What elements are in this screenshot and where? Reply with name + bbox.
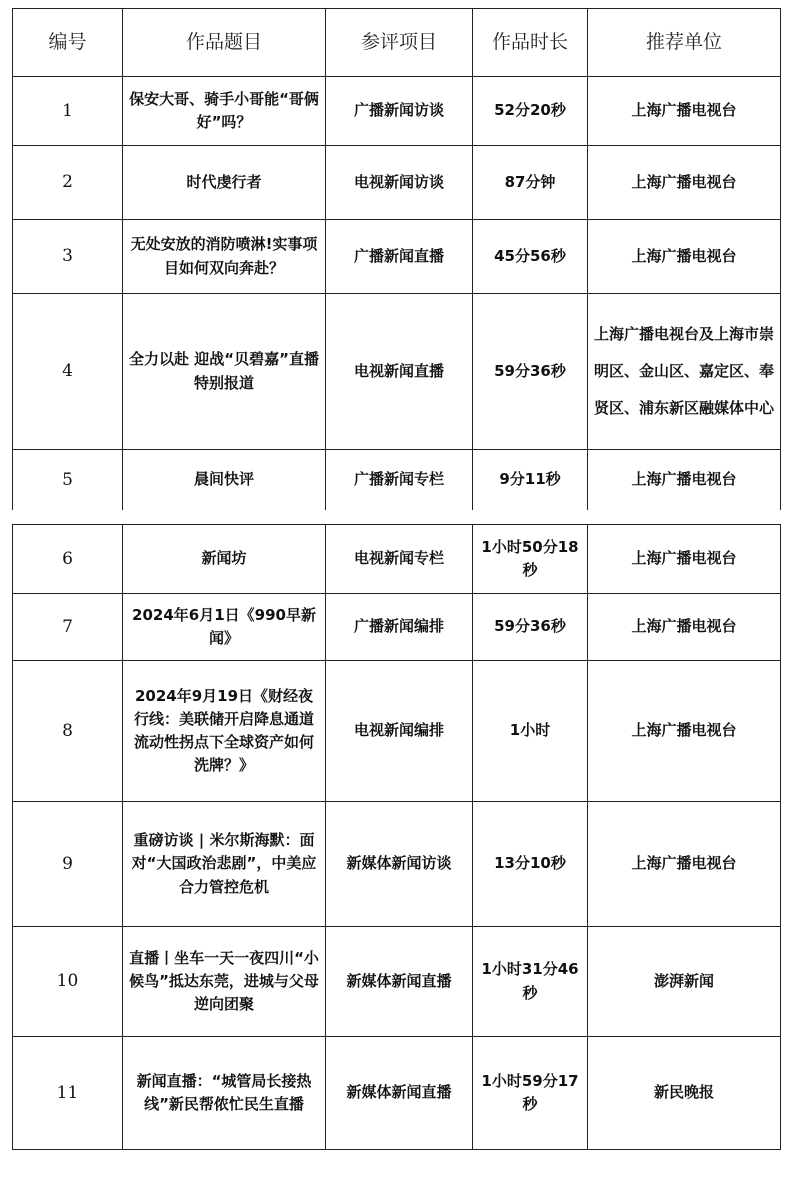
row-category: 广播新闻专栏 <box>326 450 473 511</box>
row-category: 电视新闻专栏 <box>326 525 473 594</box>
row-title: 时代虔行者 <box>123 146 326 220</box>
row-no: 3 <box>13 220 123 294</box>
row-unit: 上海广播电视台 <box>588 661 781 802</box>
row-duration: 1小时 <box>473 661 588 802</box>
row-title: 新闻坊 <box>123 525 326 594</box>
row-title: 保安大哥、骑手小哥能“哥俩好”吗？ <box>123 77 326 146</box>
row-category: 新媒体新闻直播 <box>326 927 473 1037</box>
row-unit: 上海广播电视台 <box>588 77 781 146</box>
header-no: 编号 <box>13 9 123 77</box>
row-no: 2 <box>13 146 123 220</box>
table-row <box>13 1037 781 1150</box>
table-row <box>13 220 781 294</box>
row-title: 新闻直播：“城管局长接热线”新民帮侬忙民生直播 <box>123 1037 326 1150</box>
row-no: 9 <box>13 802 123 927</box>
row-category: 广播新闻直播 <box>326 220 473 294</box>
entries-table-part-1 <box>12 8 781 511</box>
row-unit: 上海广播电视台及上海市崇明区、金山区、嘉定区、奉贤区、浦东新区融媒体中心 <box>588 294 781 450</box>
row-category: 电视新闻访谈 <box>326 146 473 220</box>
table-row <box>13 146 781 220</box>
row-category: 新媒体新闻访谈 <box>326 802 473 927</box>
row-unit: 上海广播电视台 <box>588 594 781 661</box>
row-duration: 9分11秒 <box>473 450 588 511</box>
row-no: 5 <box>13 450 123 511</box>
header-duration: 作品时长 <box>473 9 588 77</box>
row-category: 广播新闻编排 <box>326 594 473 661</box>
row-category: 广播新闻访谈 <box>326 77 473 146</box>
row-title: 2024年6月1日《990早新闻》 <box>123 594 326 661</box>
row-duration: 52分20秒 <box>473 77 588 146</box>
row-unit: 上海广播电视台 <box>588 220 781 294</box>
row-no: 1 <box>13 77 123 146</box>
row-no: 11 <box>13 1037 123 1150</box>
row-unit: 上海广播电视台 <box>588 450 781 511</box>
table-row <box>13 77 781 146</box>
table-row <box>13 294 781 450</box>
row-duration: 45分56秒 <box>473 220 588 294</box>
row-no: 4 <box>13 294 123 450</box>
row-unit: 上海广播电视台 <box>588 525 781 594</box>
table-row <box>13 525 781 594</box>
row-unit: 上海广播电视台 <box>588 802 781 927</box>
row-category: 新媒体新闻直播 <box>326 1037 473 1150</box>
table-row <box>13 661 781 802</box>
table-row <box>13 802 781 927</box>
table-row <box>13 450 781 511</box>
row-no: 6 <box>13 525 123 594</box>
row-no: 8 <box>13 661 123 802</box>
row-title: 2024年9月19日《财经夜行线：美联储开启降息通道 流动性拐点下全球资产如何洗牌？》 <box>123 661 326 802</box>
row-title: 直播丨坐车一天一夜四川“小候鸟”抵达东莞，进城与父母逆向团聚 <box>123 927 326 1037</box>
row-title: 无处安放的消防喷淋!实事项目如何双向奔赴？ <box>123 220 326 294</box>
row-duration: 13分10秒 <box>473 802 588 927</box>
row-title: 全力以赴 迎战“贝碧嘉”直播特别报道 <box>123 294 326 450</box>
row-unit: 新民晚报 <box>588 1037 781 1150</box>
row-duration: 1小时59分17秒 <box>473 1037 588 1150</box>
entries-table-part-2 <box>12 524 781 1150</box>
row-duration: 59分36秒 <box>473 294 588 450</box>
row-unit: 澎湃新闻 <box>588 927 781 1037</box>
row-duration: 59分36秒 <box>473 594 588 661</box>
row-title: 晨间快评 <box>123 450 326 511</box>
row-unit: 上海广播电视台 <box>588 146 781 220</box>
page-break-gap <box>0 510 793 524</box>
row-no: 7 <box>13 594 123 661</box>
table-row <box>13 927 781 1037</box>
row-category: 电视新闻直播 <box>326 294 473 450</box>
header-unit: 推荐单位 <box>588 9 781 77</box>
row-no: 10 <box>13 927 123 1037</box>
row-duration: 87分钟 <box>473 146 588 220</box>
header-category: 参评项目 <box>326 9 473 77</box>
header-row <box>13 9 781 77</box>
row-duration: 1小时31分46秒 <box>473 927 588 1037</box>
row-category: 电视新闻编排 <box>326 661 473 802</box>
row-duration: 1小时50分18秒 <box>473 525 588 594</box>
row-title: 重磅访谈 | 米尔斯海默：面对“大国政治悲剧”，中美应合力管控危机 <box>123 802 326 927</box>
header-title: 作品题目 <box>123 9 326 77</box>
table-row <box>13 594 781 661</box>
